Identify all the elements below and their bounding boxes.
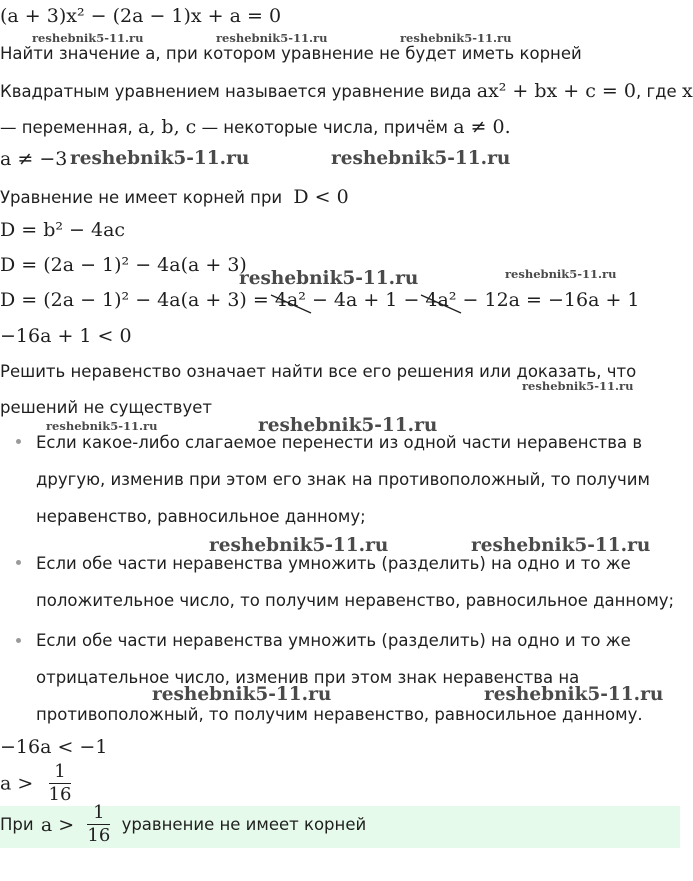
solve-definition-line-2: решений не существует (0, 398, 213, 417)
fraction: $\frac{1}{16}$ (87, 802, 111, 846)
watermark: reshebnik5-11.ru (258, 415, 438, 436)
list-item: Если обе части неравенства умножить (разделить) на одно и то же положительное число, то получим неравенство, равносильное данному; (36, 554, 675, 610)
cancelled-term-2: 4a² (425, 289, 456, 311)
bullet-icon (16, 560, 21, 565)
answer-text: При a > $\frac{1}{16}$ уравнение не имеет корней (0, 802, 367, 846)
fraction: $\frac{1}{16}$ (48, 761, 72, 805)
watermark: reshebnik5-11.ru (471, 535, 651, 556)
bullet-icon (16, 439, 21, 444)
watermark: reshebnik5-11.ru (400, 31, 512, 45)
result: a > $\frac{1}{16}$ (0, 761, 72, 805)
bullet-icon (16, 638, 21, 643)
discriminant-expanded: D = (2a − 1)² − 4a(a + 3) = 4a² − 4a + 1 − 4a² − 12a = −16a + 1 (0, 289, 640, 311)
equation: (a + 3)x² − (2a − 1)x + a = 0 (0, 5, 282, 27)
list-item: Если обе части неравенства умножить (разделить) на одно и то же отрицательное число, изменив при этом знак неравенства на противоположный, то получим неравенство, равносильное данному. (36, 631, 643, 724)
definition-line-1: Квадратным уравнением называется уравнение вида ax² + bx + c = 0, где x (0, 80, 693, 102)
no-roots-condition: Уравнение не имеет корней при D < 0 (0, 186, 349, 208)
watermark: reshebnik5-11.ru (46, 419, 158, 433)
watermark: reshebnik5-11.ru (239, 268, 419, 289)
task-text: Найти значение a, при котором уравнение не будет иметь корней (0, 44, 582, 63)
answer-box (0, 802, 680, 848)
watermark: reshebnik5-11.ru (32, 31, 144, 45)
watermark: reshebnik5-11.ru (216, 31, 328, 45)
strike-mark-icon (271, 293, 311, 315)
cancelled-term-1: 4a² (275, 289, 306, 311)
watermark: reshebnik5-11.ru (484, 684, 664, 705)
watermark: reshebnik5-11.ru (70, 148, 250, 169)
watermark: reshebnik5-11.ru (152, 684, 332, 705)
watermark: reshebnik5-11.ru (505, 267, 617, 281)
definition-line-2: — переменная, a, b, c — некоторые числа, причём a ≠ 0. (0, 116, 511, 138)
a-condition: a ≠ −3 (0, 148, 68, 170)
quadratic-formula: ax² + bx + c = 0 (476, 80, 636, 102)
list-item: Если какое-либо слагаемое перенести из одной части неравенства в другую, изменив при этом его знак на противоположный, то получим неравенство, равносильное данному; (36, 433, 650, 526)
watermark: reshebnik5-11.ru (522, 379, 634, 393)
watermark: reshebnik5-11.ru (209, 535, 389, 556)
solve-definition-line-1: Решить неравенство означает найти все его решения или доказать, что (0, 362, 637, 381)
watermark: reshebnik5-11.ru (331, 148, 511, 169)
inequality-1: −16a + 1 < 0 (0, 325, 132, 347)
discriminant-substituted: D = (2a − 1)² − 4a(a + 3) (0, 254, 247, 276)
strike-mark-icon (421, 293, 461, 315)
discriminant-formula: D = b² − 4ac (0, 219, 126, 241)
inequality-2: −16a < −1 (0, 736, 108, 758)
